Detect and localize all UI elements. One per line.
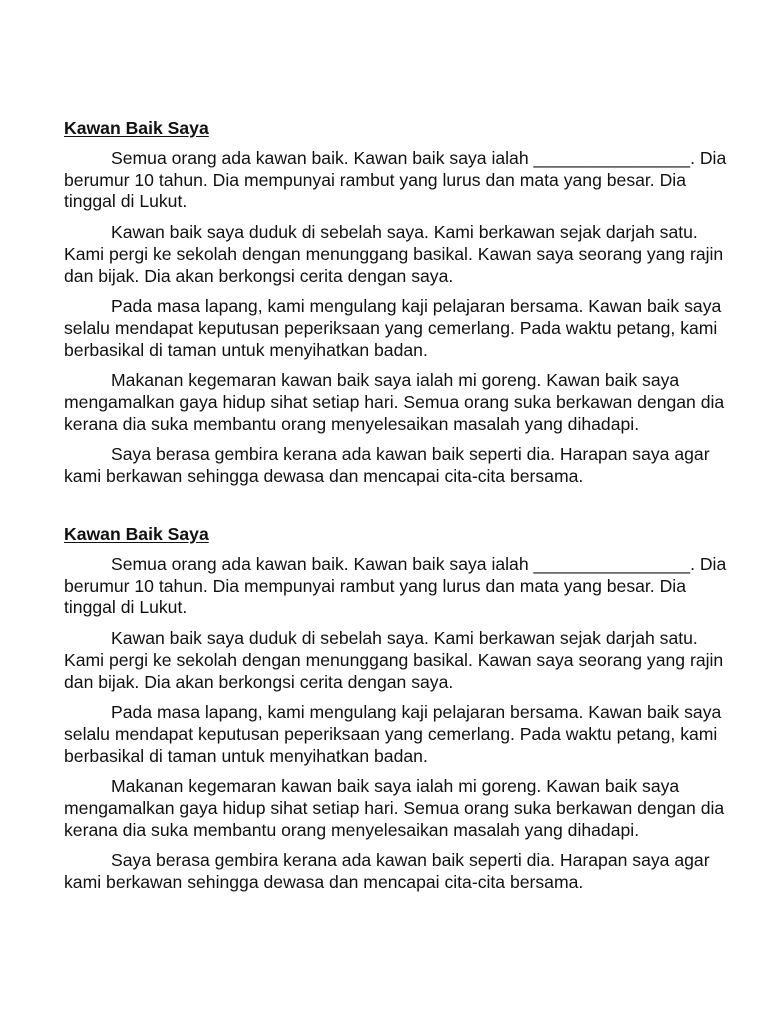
essay-paragraph: Saya berasa gembira kerana ada kawan baik seperti dia. Harapan saya agar kami berkawan sehingga dewasa dan mencapai cita-cita bersama.: [64, 444, 710, 487]
essay-paragraph: Kawan baik saya duduk di sebelah saya. Kami berkawan sejak darjah satu. Kami pergi ke sekolah dengan menunggang basikal. Kawan saya seorang yang rajin dan bijak. Dia akan berkongsi cerita dengan saya.: [64, 628, 724, 692]
essay-paragraph: Kawan baik saya duduk di sebelah saya. Kami berkawan sejak darjah satu. Kami pergi ke sekolah dengan menunggang basikal. Kawan saya seorang yang rajin dan bijak. Dia akan berkongsi cerita dengan saya.: [64, 222, 724, 286]
essay-title: Kawan Baik Saya: [64, 524, 209, 544]
essay-paragraph: Pada masa lapang, kami mengulang kaji pelajaran bersama. Kawan baik saya selalu mendapat keputusan peperiksaan yang cemerlang. Pada waktu petang, kami berbasikal di taman untuk menyihatkan badan.: [64, 296, 722, 360]
essay-paragraph: Makanan kegemaran kawan baik saya ialah mi goreng. Kawan baik saya mengamalkan gaya hidup sihat setiap hari. Semua orang suka berkawan dengan dia kerana dia suka membantu orang menyelesaikan masalah yang dihadapi.: [64, 370, 725, 434]
essay-section: [64, 118, 740, 497]
essay-title: Kawan Baik Saya: [64, 118, 209, 138]
essay-paragraph: Semua orang ada kawan baik. Kawan baik saya ialah ________________. Dia berumur 10 tahun. Dia mempunyai rambut yang lurus dan mata yang besar. Dia tinggal di Lukut.: [64, 554, 727, 618]
essay-section: [64, 524, 740, 903]
essay-paragraph: Saya berasa gembira kerana ada kawan baik seperti dia. Harapan saya agar kami berkawan sehingga dewasa dan mencapai cita-cita bersama.: [64, 850, 710, 893]
essay-paragraph: Semua orang ada kawan baik. Kawan baik saya ialah ________________. Dia berumur 10 tahun. Dia mempunyai rambut yang lurus dan mata yang besar. Dia tinggal di Lukut.: [64, 148, 727, 212]
essay-paragraph: Pada masa lapang, kami mengulang kaji pelajaran bersama. Kawan baik saya selalu mendapat keputusan peperiksaan yang cemerlang. Pada waktu petang, kami berbasikal di taman untuk menyihatkan badan.: [64, 702, 722, 766]
essay-paragraph: Makanan kegemaran kawan baik saya ialah mi goreng. Kawan baik saya mengamalkan gaya hidup sihat setiap hari. Semua orang suka berkawan dengan dia kerana dia suka membantu orang menyelesaikan masalah yang dihadapi.: [64, 776, 725, 840]
